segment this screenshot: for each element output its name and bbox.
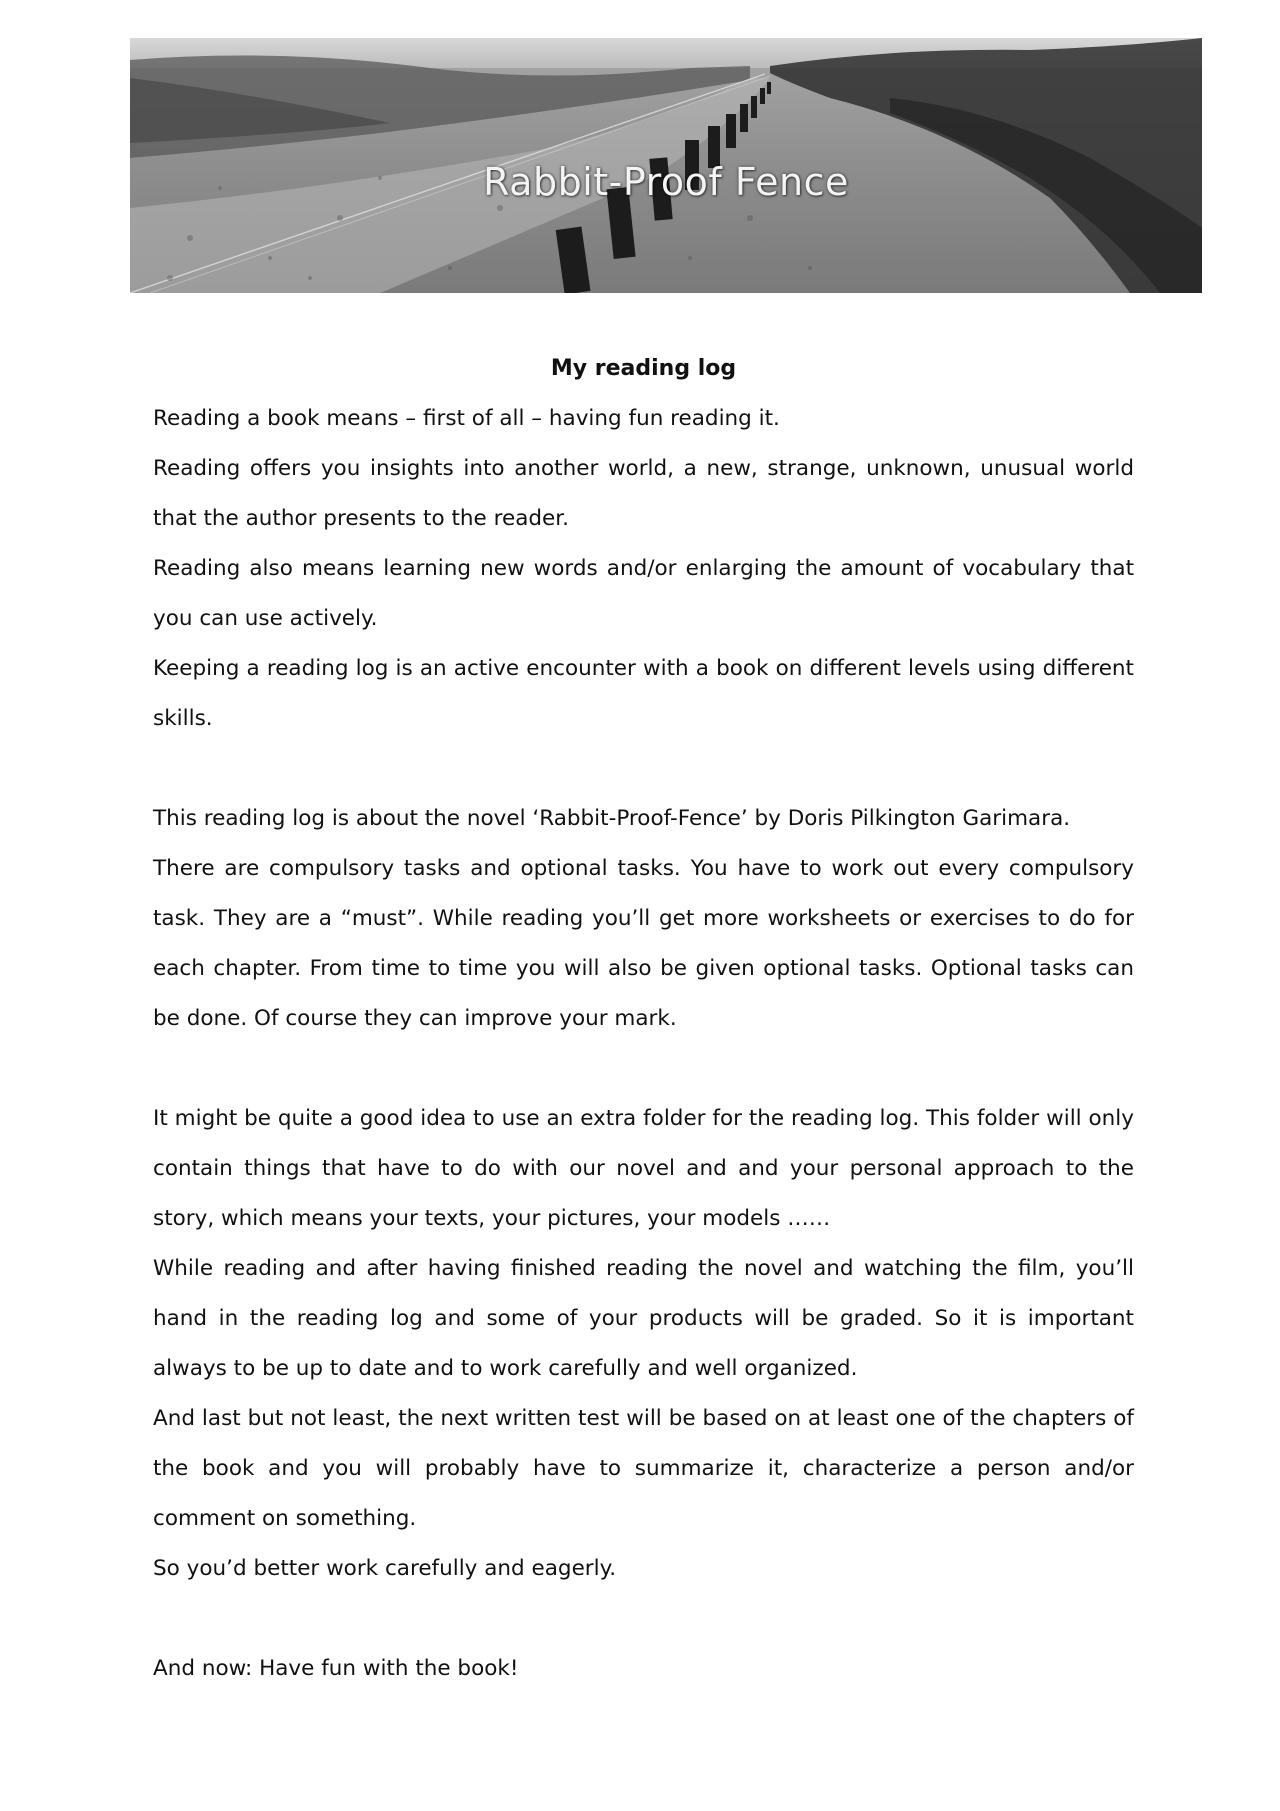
paragraph: And last but not least, the next written test will be based on at least one of the chapters of the book and you will probably have to summarize it, characterize a person and/or comment on something. <box>153 1406 1134 1531</box>
paragraph-spacer <box>153 744 1134 794</box>
paragraph: There are compulsory tasks and optional tasks. You have to work out every compulsory task. They are a “must”. While reading you’ll get more worksheets or exercises to do for each chapter. From time to time you will also be given optional tasks. Optional tasks can be done. Of course they can improve your mark. <box>153 856 1134 1031</box>
paragraph-spacer <box>153 1594 1134 1644</box>
banner-title: Rabbit-Proof Fence <box>483 160 849 204</box>
paragraph: So you’d better work carefully and eagerly. <box>153 1556 617 1581</box>
paragraph: This reading log is about the novel ‘Rabbit-Proof-Fence’ by Doris Pilkington Garimara. <box>153 806 1071 831</box>
paragraph: Reading also means learning new words and/or enlarging the amount of vocabulary that you can use actively. <box>153 556 1134 631</box>
paragraph: While reading and after having finished reading the novel and watching the film, you’ll hand in the reading log and some of your products will be graded. So it is important always to be up to date and to work carefully and well organized. <box>153 1256 1134 1381</box>
paragraph: Reading offers you insights into another world, a new, strange, unknown, unusual world that the author presents to the reader. <box>153 456 1134 531</box>
paragraph: Keeping a reading log is an active encounter with a book on different levels using different skills. <box>153 656 1134 731</box>
paragraph-spacer <box>153 1044 1134 1094</box>
document-body <box>153 344 1134 1694</box>
paragraph: And now: Have fun with the book! <box>153 1656 519 1681</box>
paragraph: Reading a book means – first of all – having fun reading it. <box>153 406 780 431</box>
paragraph: It might be quite a good idea to use an extra folder for the reading log. This folder will only contain things that have to do with our novel and and your personal approach to the story, which means your texts, your pictures, your models …… <box>153 1106 1134 1231</box>
header-banner <box>130 38 1202 293</box>
page-heading: My reading log <box>550 356 737 381</box>
